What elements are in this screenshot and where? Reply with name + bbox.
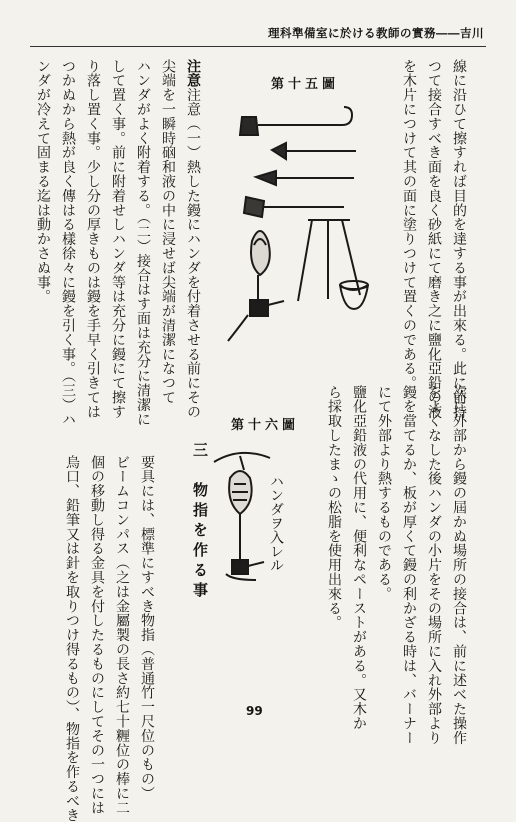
text-column: 鹽化亞鉛液の代用に、便利なペーストがある。又木か <box>351 385 367 731</box>
text-column: をよくなした後ハンダの小片をその場所に入れ外部より <box>426 385 442 745</box>
text-column: つかぬから熱が良く傳はる樣徐々に鏝を引く事。（三）ハ <box>60 59 76 427</box>
text-column: 尖端を一瞬時硇和液の中に浸せば尖端が清潔になつて <box>160 59 176 405</box>
figure-15-soldering-tools <box>224 95 384 360</box>
text-column: 烏口、鉛筆又は針を取りつけ得るもの）、物指を作るべき <box>64 455 80 822</box>
text-column: ハンダがよく附着する。（二）接合はす面は充分に清潔に <box>135 59 151 427</box>
header-rule <box>30 46 486 47</box>
text-column: を木片につけて其の面に塗りつけて置くのである。 <box>401 59 417 391</box>
text-column: 要具には、標準にすべき物指（普通竹一尺位のもの） <box>139 455 155 801</box>
note-text: 注意（一）熱した鏝にハンダを付着させる前にその <box>185 87 201 420</box>
text-column: して置く事。前に附着せしハンダ等は充分に鏝にて擦す <box>110 59 126 419</box>
text-column: 個の移動し得る金具を付したるものにしてその一つには <box>89 455 105 815</box>
text-column <box>185 59 201 420</box>
figure-15-caption: 第十五圖 <box>271 77 340 92</box>
text-column: ビームコンパス（之は金屬製の長さ約七十糎位の棒に二 <box>114 455 130 815</box>
running-header <box>30 13 486 47</box>
text-column: 鏝を當てるか、板が厚くて鏝の利かざる時は、バーナー <box>401 385 417 745</box>
figure-16-caption: 第十六圖 <box>231 418 300 433</box>
text-column: ら採取したまゝの松脂を使用出來る。 <box>326 385 342 630</box>
text-column: り落し置く事。少し分の厚きものは鏝を手早く引きては <box>85 59 101 419</box>
text-column: ンダが冷えて固まる迄は動かさぬ事。 <box>35 59 51 304</box>
section-heading: 三 物指を作る事 <box>191 442 209 602</box>
figure-16-heating-funnel <box>210 440 300 590</box>
page-number: 99 <box>246 704 263 718</box>
text-column: 線に沿ひて擦すれば目的を達する事が出來る。此に前持 <box>451 59 467 419</box>
figure-16-label: ハンダヲ入レル <box>268 474 284 572</box>
running-title: 理科準備室に於ける教師の實務――吉川 <box>268 26 484 40</box>
text-column: つて接合すべき面を良く砂紙にて磨き之に鹽化亞鉛の液 <box>426 59 442 419</box>
text-column: 次に外部から鏝の屆かぬ場所の接合は、前に述べた操作 <box>451 385 467 745</box>
text-column: にて外部より熱するものである。 <box>376 385 392 601</box>
note-heading: 注意 <box>185 59 201 88</box>
